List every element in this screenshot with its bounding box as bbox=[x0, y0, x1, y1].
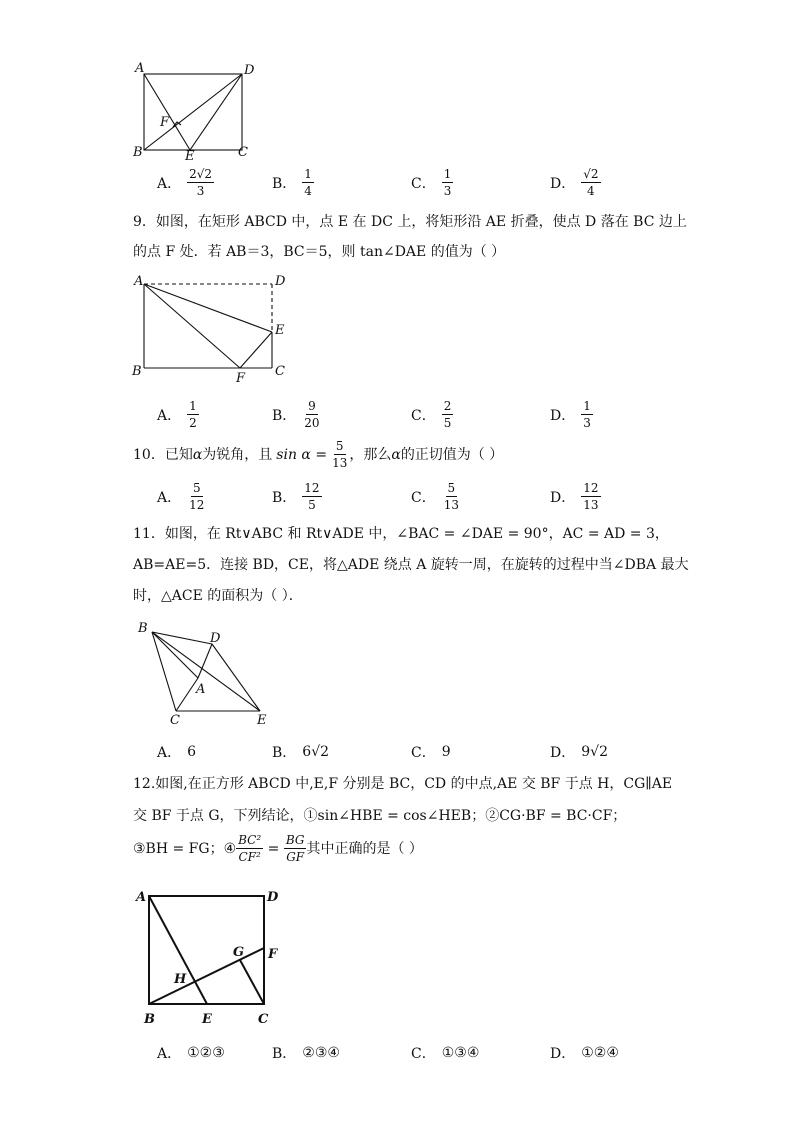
q9-option-a[interactable]: A． $\frac{1}{2}$ bbox=[157, 399, 197, 430]
q9-option-c[interactable]: C． $\frac{2}{5}$ bbox=[411, 399, 452, 430]
q8-label-a: A bbox=[135, 61, 145, 76]
q11-option-d[interactable]: D． 9√2 bbox=[550, 744, 608, 761]
q11-label-d: D bbox=[210, 631, 221, 646]
q11-label-b: B bbox=[138, 621, 148, 636]
q12-label-h: H bbox=[174, 972, 187, 987]
q12-option-a[interactable]: A． ①②③ bbox=[157, 1045, 225, 1062]
q12-label-e: E bbox=[202, 1012, 212, 1027]
q12-label-g: G bbox=[233, 945, 245, 960]
q9-label-a: A bbox=[134, 274, 144, 289]
q12-label-a: A bbox=[136, 890, 147, 905]
q11-line1: 11．如图，在 Rt∨ABC 和 Rt∨ADE 中，∠BAC = ∠DAE = 90°，AC = AD = 3， bbox=[133, 526, 669, 542]
q11-option-a[interactable]: A． 6 bbox=[157, 744, 197, 761]
q12-figure bbox=[130, 882, 290, 1032]
q10-option-a[interactable]: A． $\frac{5}{12}$ bbox=[157, 481, 205, 512]
q11-option-c[interactable]: C． 9 bbox=[411, 744, 451, 761]
q8-label-e: E bbox=[185, 149, 195, 164]
q9-line2: 的点 F 处．若 AB＝3，BC＝5，则 tan∠DAE 的值为（ ） bbox=[133, 244, 506, 260]
q9-label-b: B bbox=[132, 364, 142, 379]
q8-option-d[interactable]: D． $\frac{√2}{4}$ bbox=[550, 167, 599, 198]
q12-option-d[interactable]: D． ①②④ bbox=[550, 1045, 619, 1062]
q9-figure bbox=[130, 272, 290, 387]
q11-label-a: A bbox=[196, 682, 206, 697]
q8-label-b: B bbox=[133, 145, 143, 160]
q11-label-c: C bbox=[170, 713, 180, 728]
q9-option-b[interactable]: B． $\frac{9}{20}$ bbox=[272, 399, 320, 430]
q12-label-c: C bbox=[258, 1012, 269, 1027]
q9-line1: 9．如图，在矩形 ABCD 中，点 E 在 DC 上，将矩形沿 AE 折叠，使点 D 落在 BC 边上 bbox=[133, 214, 687, 230]
q8-option-a[interactable]: A． $\frac{2√2}{3}$ bbox=[157, 167, 213, 198]
q10-stem: 10．已知 α 为锐角，且 sin α = $\frac{5}{13}$ ，那么 α 的正切值为（ ） bbox=[133, 439, 504, 470]
q11-figure bbox=[130, 618, 280, 730]
q9-label-c: C bbox=[275, 364, 285, 379]
q9-label-d: D bbox=[275, 274, 286, 289]
q11-line2: AB=AE=5．连接 BD，CE，将△ADE 绕点 A 旋转一周，在旋转的过程中当∠DBA 最大 bbox=[133, 557, 689, 573]
q8-label-d: D bbox=[244, 63, 255, 78]
q12-option-b[interactable]: B． ②③④ bbox=[272, 1045, 340, 1062]
q11-option-b[interactable]: B． 6√2 bbox=[272, 744, 330, 761]
q8-figure bbox=[130, 60, 260, 165]
q12-label-b: B bbox=[144, 1012, 155, 1027]
q8-option-b[interactable]: B． $\frac{1}{4}$ bbox=[272, 167, 312, 198]
q11-label-e: E bbox=[257, 713, 267, 728]
q10-option-b[interactable]: B． $\frac{12}{5}$ bbox=[272, 481, 320, 512]
q12-label-f: F bbox=[268, 947, 278, 962]
q12-line1: 12.如图,在正方形 ABCD 中,E,F 分别是 BC，CD 的中点,AE 交 BF 于点 H，CG∥AE bbox=[133, 776, 673, 792]
q9-label-f: F bbox=[236, 371, 246, 386]
q12-option-c[interactable]: C． ①③④ bbox=[411, 1045, 480, 1062]
q9-label-e: E bbox=[275, 323, 285, 338]
q8-label-c: C bbox=[238, 145, 248, 160]
q8-label-f: F bbox=[160, 115, 170, 130]
q8-option-c[interactable]: C． $\frac{1}{3}$ bbox=[411, 167, 452, 198]
q12-line3: ③BH = FG；④ $\frac{\text{BC²}}{\text{CF²}}$ = $\frac{BG}{GF}$ 其中正确的是（ ） bbox=[133, 833, 423, 864]
q12-label-d: D bbox=[267, 890, 279, 905]
q9-option-d[interactable]: D． $\frac{1}{3}$ bbox=[550, 399, 591, 430]
q12-line2: 交 BF 于点 G，下列结论，①sin∠HBE = cos∠HEB；②CG·BF = BC·CF； bbox=[133, 808, 627, 824]
q10-option-c[interactable]: C． $\frac{5}{13}$ bbox=[411, 481, 459, 512]
q10-option-d[interactable]: D． $\frac{12}{13}$ bbox=[550, 481, 599, 512]
q11-line3: 时，△ACE 的面积为（ ）． bbox=[133, 588, 303, 604]
